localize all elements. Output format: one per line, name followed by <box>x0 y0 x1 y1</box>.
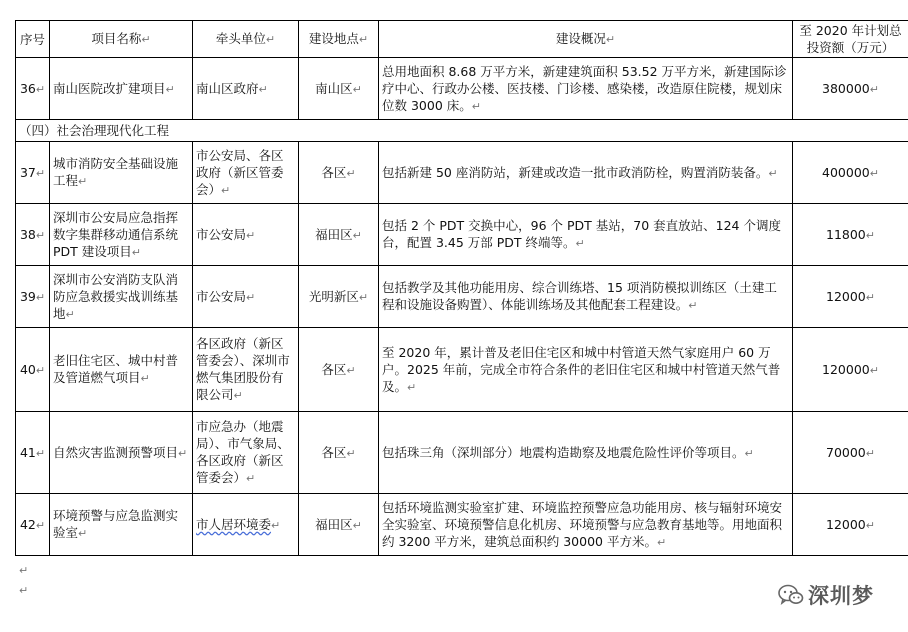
cell-name-text: 深圳市公安局应急指挥数字集群移动通信系统 PDT 建设项目 <box>53 209 179 259</box>
watermark-text: 深圳梦 <box>808 584 874 608</box>
cell-investment-text: 70000 <box>826 444 866 460</box>
table-row <box>16 266 908 328</box>
cell-name-text: 环境预警与应急监测实验室 <box>53 508 179 540</box>
cell-investment <box>793 204 908 266</box>
paragraph-mark: ↵ <box>233 389 243 402</box>
header-row <box>16 21 908 58</box>
cell-investment <box>793 266 908 328</box>
cell-name <box>50 494 193 556</box>
paragraph-mark: ↵ <box>744 446 754 460</box>
paragraph-mark: ↵ <box>471 99 481 113</box>
cell-seq <box>16 266 50 328</box>
cell-investment <box>793 58 908 120</box>
cell-lead <box>193 412 299 494</box>
cell-lead-text: 市公安局、各区政府（新区管委会） <box>196 147 284 197</box>
paragraph-mark: ↵ <box>246 290 256 304</box>
cell-investment-text: 380000 <box>822 80 870 96</box>
cell-lead-text: 南山区政府 <box>196 80 259 96</box>
cell-location <box>299 266 379 328</box>
cell-lead <box>193 142 299 204</box>
paragraph-mark: ↵ <box>140 372 150 385</box>
paragraph-mark: ↵ <box>246 472 256 485</box>
cell-location <box>299 412 379 494</box>
header-name: 项目名称↵ <box>50 21 193 58</box>
paragraph-mark: ↵ <box>768 166 778 180</box>
paragraph-mark: ↵ <box>178 446 188 460</box>
cell-location-text: 光明新区 <box>308 288 359 304</box>
paragraph-mark: ↵ <box>78 527 88 540</box>
table-row <box>16 494 908 556</box>
cell-lead-text: 市人居环境委 <box>196 516 272 532</box>
cell-location <box>299 142 379 204</box>
paragraph-mark: ↵ <box>575 237 585 250</box>
paragraph-mark: ↵ <box>35 446 46 460</box>
paragraph-mark: ↵ <box>346 363 356 377</box>
table-row <box>16 412 908 494</box>
paragraph-mark: ↵ <box>865 518 875 532</box>
cell-seq <box>16 204 50 266</box>
cell-overview <box>379 142 793 204</box>
cell-name <box>50 204 193 266</box>
paragraph-mark: ↵ <box>78 175 88 188</box>
paragraph-mark: ↵ <box>221 183 231 197</box>
cell-overview-text: 总用地面积 8.68 万平方米，新建建筑面积 53.52 万平方米，新建国际诊疗中心、行政办公楼、医技楼、门诊楼、感染楼，改造原住院楼，规划床位数 3000 床。 <box>382 63 787 113</box>
cell-location-text: 福田区 <box>315 226 353 242</box>
cell-investment-text: 120000 <box>822 361 870 377</box>
paragraph-mark: ↵ <box>869 166 879 180</box>
cell-location <box>299 328 379 412</box>
cell-seq-text: 40 <box>19 361 36 377</box>
paragraph-mark: ↵ <box>65 307 75 321</box>
paragraph-mark: ↵ <box>656 535 667 549</box>
cell-location-text: 福田区 <box>315 516 353 532</box>
cell-seq-text: 36 <box>19 80 36 96</box>
header-location: 建设地点↵ <box>299 21 379 58</box>
cell-overview <box>379 266 793 328</box>
cell-seq <box>16 494 50 556</box>
cell-seq-text: 38 <box>19 226 36 242</box>
watermark <box>778 580 874 610</box>
paragraph-mark: ↵ <box>35 290 46 304</box>
cell-name <box>50 328 193 412</box>
cell-lead <box>193 328 299 412</box>
paragraph-mark: ↵ <box>131 245 141 259</box>
wechat-icon <box>778 584 804 606</box>
cell-seq <box>16 412 50 494</box>
cell-name-text: 南山医院改扩建项目 <box>53 80 166 96</box>
paragraph-mark: ↵ <box>865 228 875 242</box>
cell-lead <box>193 266 299 328</box>
paragraph-mark: ↵ <box>869 363 879 377</box>
cell-seq-text: 39 <box>19 288 36 304</box>
cell-seq <box>16 58 50 120</box>
cell-overview <box>379 328 793 412</box>
paragraph-mark: ↵ <box>346 166 356 180</box>
cell-lead-text: 市公安局 <box>196 288 247 304</box>
paragraph-mark: ↵ <box>346 446 356 460</box>
paragraph-mark: ↵ <box>19 584 29 597</box>
paragraph-mark: ↵ <box>688 299 698 312</box>
paragraph-mark: ↵ <box>258 82 268 96</box>
cell-investment-text: 11800 <box>826 226 866 242</box>
cell-overview-text: 包括珠三角（深圳部分）地震构造勘察及地震危险性评价等项目。 <box>382 444 745 460</box>
cell-overview <box>379 494 793 556</box>
paragraph-mark: ↵ <box>869 82 879 96</box>
cell-location-text: 各区 <box>321 361 347 377</box>
cell-lead <box>193 494 299 556</box>
cell-lead-text: 市公安局 <box>196 226 247 242</box>
cell-seq-text: 42 <box>19 516 36 532</box>
cell-name-text: 城市消防安全基础设施工程 <box>53 156 179 188</box>
paragraph-mark: ↵ <box>35 518 46 532</box>
cell-overview <box>379 204 793 266</box>
cell-location-text: 各区 <box>321 164 347 180</box>
cell-seq-text: 37 <box>19 164 36 180</box>
cell-name <box>50 266 193 328</box>
project-table <box>15 20 908 556</box>
header-investment: 至 2020 年计划总投资额（万元） <box>793 21 908 58</box>
cell-overview-text: 至 2020 年，累计普及老旧住宅区和城中村管道天然气家庭用户 60 万户。2025 年前，完成全市符合条件的老旧住宅区和城中村管道天然气普及。 <box>382 344 781 394</box>
paragraph-mark: ↵ <box>35 82 46 96</box>
section-title: （四）社会治理现代化工程 <box>16 120 908 142</box>
paragraph-mark: ↵ <box>35 166 46 180</box>
cell-seq <box>16 142 50 204</box>
header-overview: 建设概况↵ <box>379 21 793 58</box>
cell-overview-text: 包括 2 个 PDT 交换中心，96 个 PDT 基站，70 套直放站、124 个调度台，配置 3.45 万部 PDT 终端等。 <box>382 218 781 250</box>
cell-overview-text: 包括教学及其他功能用房、综合训练塔、15 项消防模拟训练区（土建工程和设施设备购置）、体能训练场及其他配套工程建设。 <box>382 280 777 312</box>
cell-seq-text: 41 <box>19 444 36 460</box>
cell-investment-text: 12000 <box>826 516 866 532</box>
paragraph-mark: ↵ <box>271 518 281 532</box>
cell-name <box>50 412 193 494</box>
cell-seq <box>16 328 50 412</box>
table-row <box>16 58 908 120</box>
cell-name-text: 老旧住宅区、城中村普及管道燃气项目 <box>53 353 179 385</box>
paragraph-mark: ↵ <box>19 564 29 577</box>
cell-name-text: 深圳市公安消防支队消防应急救援实战训练基地 <box>53 271 179 321</box>
table-row <box>16 328 908 412</box>
cell-name <box>50 142 193 204</box>
paragraph-mark: ↵ <box>865 446 875 460</box>
header-lead: 牵头单位↵ <box>193 21 299 58</box>
paragraph-mark: ↵ <box>246 228 256 242</box>
cell-location <box>299 58 379 120</box>
table-row <box>16 142 908 204</box>
cell-lead-text: 各区政府（新区管委会）、深圳市燃气集团股份有限公司 <box>196 336 290 402</box>
cell-name <box>50 58 193 120</box>
cell-investment <box>793 412 908 494</box>
cell-overview <box>379 58 793 120</box>
paragraph-mark: ↵ <box>352 228 362 242</box>
cell-investment-text: 400000 <box>822 164 870 180</box>
paragraph-mark: ↵ <box>407 380 417 394</box>
paragraph-mark: ↵ <box>35 363 46 377</box>
cell-overview <box>379 412 793 494</box>
cell-location-text: 南山区 <box>315 80 353 96</box>
section-row <box>16 120 908 142</box>
cell-investment <box>793 494 908 556</box>
header-seq: 序号 <box>16 21 50 58</box>
paragraph-mark: ↵ <box>865 290 875 304</box>
paragraph-mark: ↵ <box>165 82 175 96</box>
cell-investment-text: 12000 <box>826 288 866 304</box>
paragraph-mark: ↵ <box>352 518 362 532</box>
cell-name-text: 自然灾害监测预警项目 <box>53 444 179 460</box>
cell-lead <box>193 204 299 266</box>
paragraph-mark: ↵ <box>352 82 362 96</box>
cell-lead-text: 市应急办（地震局）、市气象局、各区政府（新区管委会） <box>196 419 290 485</box>
cell-overview-text: 包括新建 50 座消防站，新建或改造一批市政消防栓，购置消防装备。 <box>382 164 769 180</box>
table-row <box>16 204 908 266</box>
paragraph-mark: ↵ <box>358 290 369 304</box>
cell-overview-text: 包括环境监测实验室扩建、环境监控预警应急功能用房、核与辐射环境安全实验室、环境预警信息化机房、环境预警与应急教育基地等。用地面积约 3200 平方米，建筑总面积约 30000 平方米。 <box>382 499 783 549</box>
cell-lead <box>193 58 299 120</box>
cell-location-text: 各区 <box>321 444 347 460</box>
cell-investment <box>793 142 908 204</box>
cell-investment <box>793 328 908 412</box>
cell-location <box>299 204 379 266</box>
paragraph-mark: ↵ <box>35 228 46 242</box>
cell-location <box>299 494 379 556</box>
